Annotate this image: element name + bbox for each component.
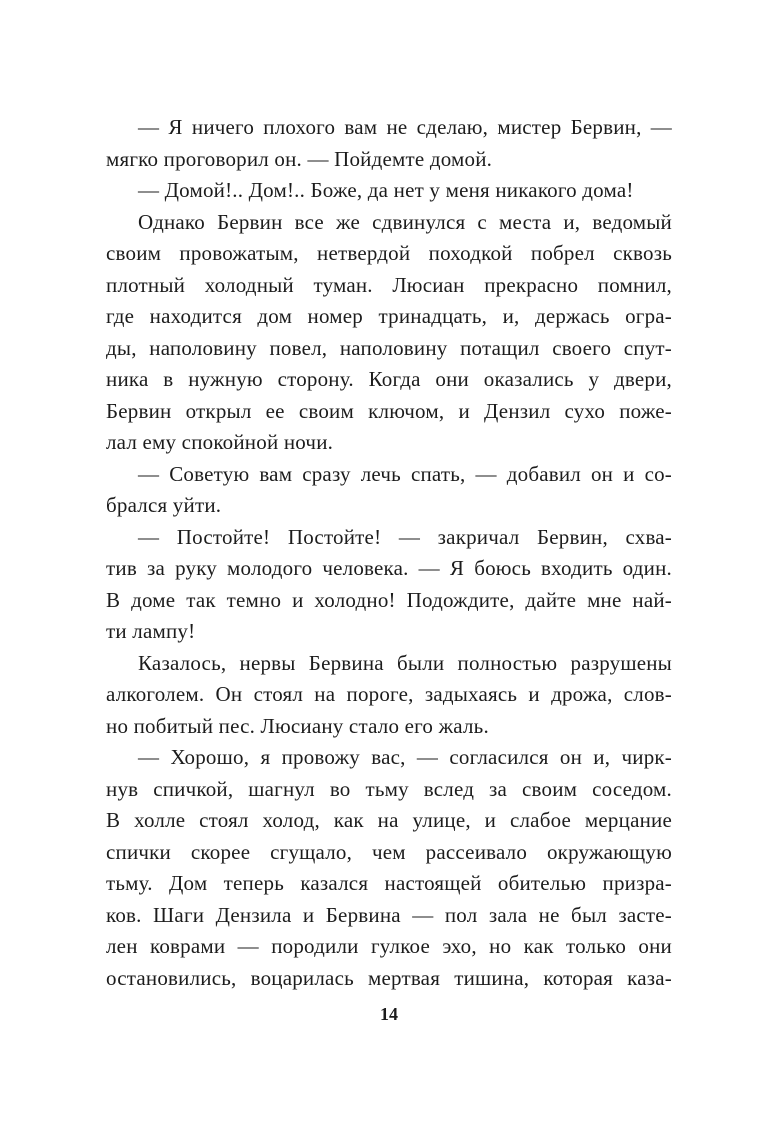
text-line: тьму. Дом теперь казался настоящей обителью призра- [106, 871, 672, 895]
text-line: — Хорошо, я провожу вас, — согласился он и, чирк- [138, 745, 672, 769]
text-line: лал ему спокойной ночи. [106, 430, 334, 454]
text-line: плотный холодный туман. Люсиан прекрасно помнил, [106, 272, 672, 297]
text-line: ков. Шаги Дензила и Бервина — пол зала не был засте- [106, 902, 672, 927]
text-block [106, 112, 672, 994]
text-line: спички скорее сгущало, чем рассеивало окружающую [106, 839, 672, 864]
text-line: алкоголем. Он стоял на пороге, задыхаясь и дрожа, слов- [106, 682, 672, 706]
text-line: тив за руку молодого человека. — Я боюсь входить один. [106, 556, 672, 580]
text-line: Однако Бервин все же сдвинулся с места и, ведомый [138, 209, 672, 234]
text-line: — Я ничего плохого вам не сделаю, мистер Бервин, — [138, 115, 672, 139]
text-line: мягко проговорил он. — Пойдемте домой. [106, 146, 493, 171]
text-line: Бервин открыл ее своим ключом, и Дензил сухо поже- [106, 398, 672, 423]
text-line: где находится дом номер тринадцать, и, держась огра- [106, 304, 672, 328]
text-line: остановились, воцарилась мертвая тишина, которая каза- [106, 965, 672, 990]
text-line: своим провожатым, нетвердой походкой побрел сквозь [106, 241, 672, 265]
text-line: ды, наполовину повел, наполовину потащил своего спут- [106, 335, 672, 360]
text-line: В доме так темно и холодно! Подождите, дайте мне най- [106, 587, 672, 612]
text-line: брался уйти. [106, 493, 222, 517]
text-line: лен коврами — породили гулкое эхо, но как только они [106, 934, 672, 958]
text-line: но побитый пес. Люсиану стало его жаль. [106, 713, 489, 738]
text-line: — Домой!.. Дом!.. Боже, да нет у меня никакого дома! [138, 178, 634, 202]
text-line: — Постойте! Постойте! — закричал Бервин, схва- [138, 524, 672, 549]
text-line: Казалось, нервы Бервина были полностью разрушены [138, 650, 672, 675]
page-number: 14 [380, 1004, 398, 1024]
text-line: нув спичкой, шагнул во тьму вслед за своим соседом. [106, 776, 672, 801]
text-line: ти лампу! [106, 619, 196, 643]
text-line: — Советую вам сразу лечь спать, — добавил он и со- [138, 461, 672, 486]
text-line: ника в нужную сторону. Когда они оказались у двери, [106, 367, 672, 391]
text-line: В холле стоял холод, как на улице, и слабое мерцание [106, 808, 672, 832]
